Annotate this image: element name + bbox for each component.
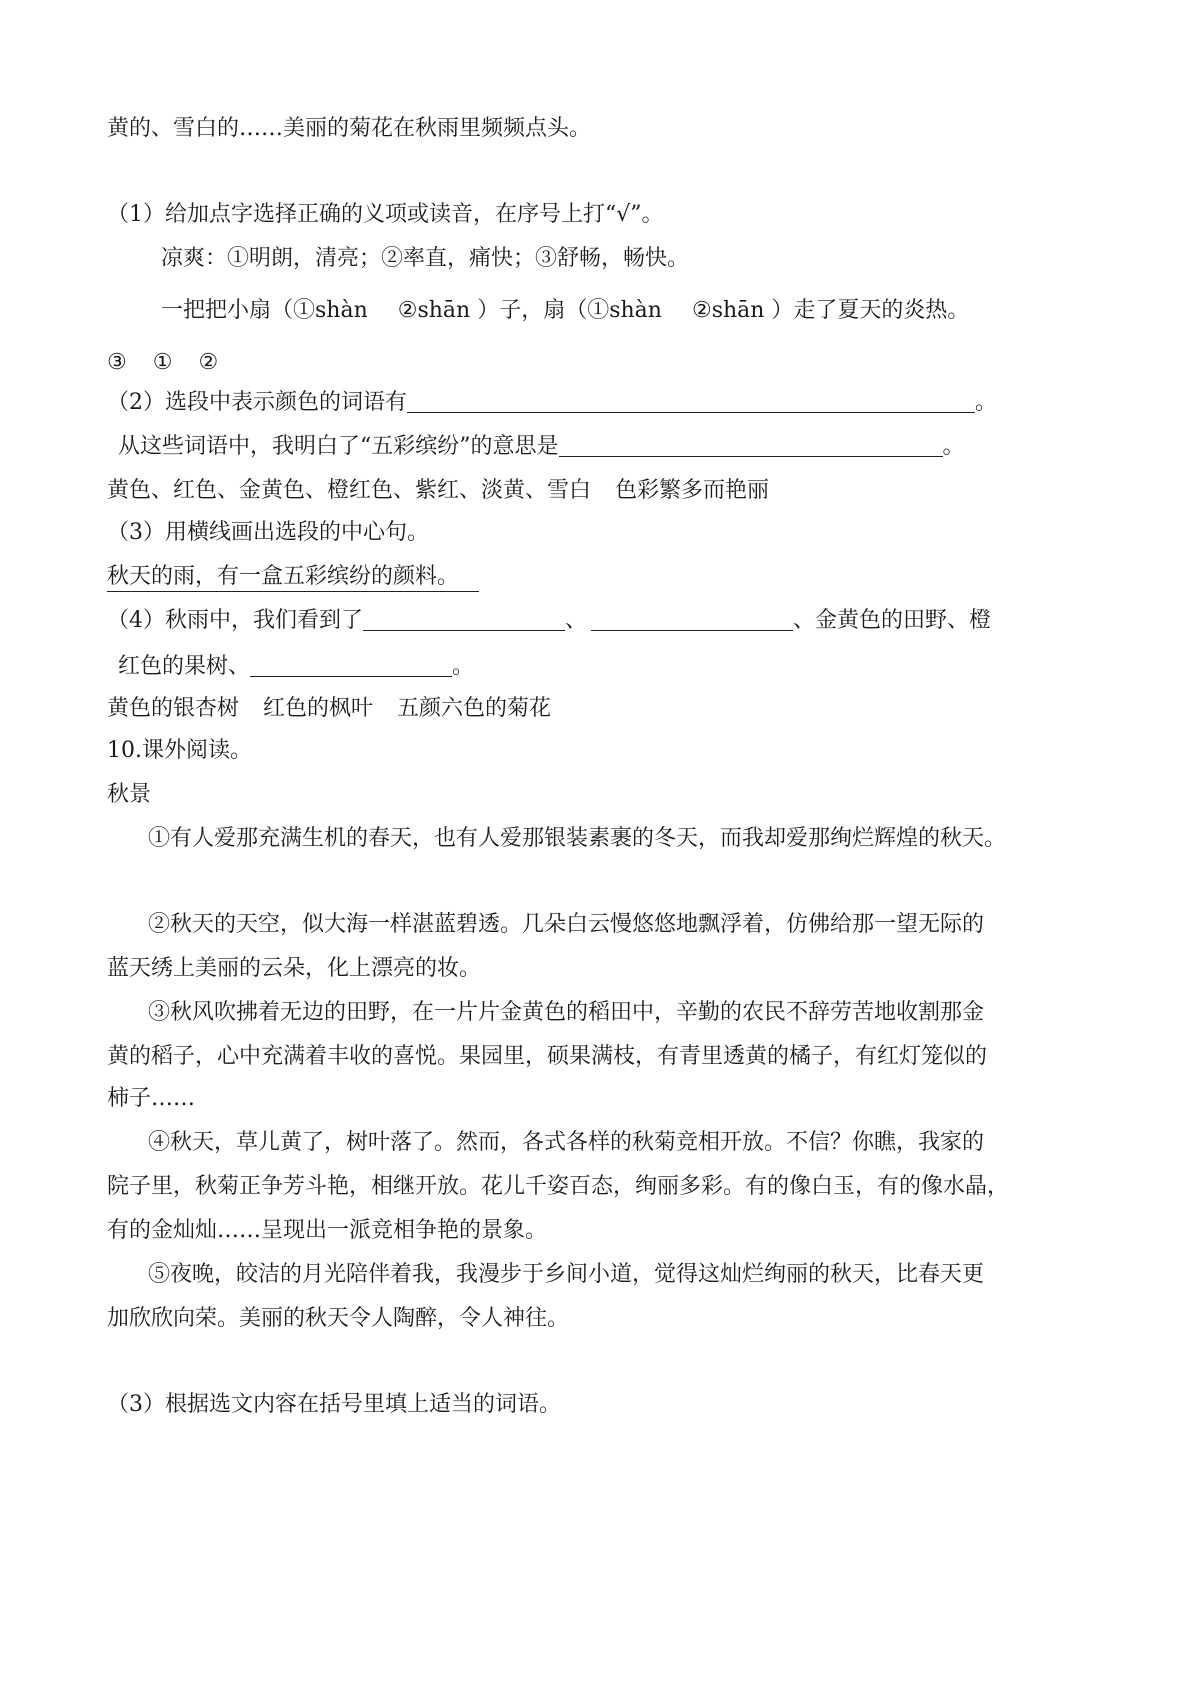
passage-paragraph-4: ④秋天，草儿黄了，树叶落了。然而，各式各样的秋菊竞相开放。不信？你瞧，我家的 xyxy=(148,1130,985,1155)
question-3-prompt: （3）用横线画出选段的中心句。 xyxy=(107,520,429,545)
passage-paragraph-3: 黄的稻子，心中充满着丰收的喜悦。果园里，硕果满枝，有青里透黄的橘子，有红灯笼似的 xyxy=(107,1044,988,1069)
answer-text: 五颜六色的菊花 xyxy=(397,696,552,721)
passage-paragraph-4: 有的金灿灿……呈现出一派竞相争艳的景象。 xyxy=(107,1218,548,1243)
pron-part-c: ②shān ）走了夏天的炎热。 xyxy=(691,298,970,323)
punctuation: 。 xyxy=(452,654,475,679)
passage-paragraph-3: 柿子…… xyxy=(107,1086,196,1111)
answer-text: 黄色的银杏树 xyxy=(107,696,240,721)
answer-blank[interactable] xyxy=(250,654,452,677)
answer-mark: ③ xyxy=(107,350,127,375)
question-2-sub xyxy=(118,432,965,462)
question-1-answer xyxy=(107,348,218,378)
pron-part-a: 一把把小扇（①shàn xyxy=(161,298,368,323)
question-3-answer xyxy=(107,562,479,592)
punctuation: 。 xyxy=(975,390,998,415)
answer-blank[interactable] xyxy=(591,608,793,631)
passage-paragraph-2: 蓝天绣上美丽的云朵，化上漂亮的妆。 xyxy=(107,956,482,981)
answer-text: 色彩繁多而艳丽 xyxy=(615,478,770,503)
final-question-prompt: （3）根据选文内容在括号里填上适当的词语。 xyxy=(107,1392,561,1417)
passage-paragraph-5: ⑤夜晚，皎洁的月光陪伴着我，我漫步于乡间小道，觉得这灿烂绚丽的秋天，比春天更 xyxy=(148,1262,985,1287)
answer-text: 黄色、红色、金黄色、橙红色、紫红、淡黄、雪白 xyxy=(107,478,592,503)
answer-blank[interactable] xyxy=(407,390,975,413)
underlined-answer: 秋天的雨，有一盒五彩缤纷的颜料。 xyxy=(107,564,479,592)
question-2-prompt xyxy=(107,388,997,418)
passage-paragraph-4: 院子里，秋菊正争芳斗艳，相继开放。花儿千姿百态，绚丽多彩。有的像白玉，有的像水晶， xyxy=(107,1174,1010,1199)
answer-text: 红色的枫叶 xyxy=(263,696,374,721)
question-2-answer xyxy=(107,476,769,506)
answer-blank[interactable] xyxy=(363,608,565,631)
answer-blank[interactable] xyxy=(559,434,943,457)
question-1-pronunciation xyxy=(161,296,969,326)
answer-mark: ① xyxy=(152,350,173,375)
question-4-answer xyxy=(107,694,551,724)
question-4-prompt xyxy=(107,606,991,636)
question-4-text: 红色的果树、 xyxy=(118,654,251,679)
question-4-line-2 xyxy=(118,652,474,682)
passage-paragraph-5: 加欣欣向荣。美丽的秋天令人陶醉，令人神往。 xyxy=(107,1306,570,1331)
pron-part-b: ②shān ）子，扇（①shàn xyxy=(397,298,662,323)
punctuation: 。 xyxy=(942,434,965,459)
section-title: 10.课外阅读。 xyxy=(107,738,252,763)
passage-paragraph-3: ③秋风吹拂着无边的田野，在一片片金黄色的稻田中，辛勤的农民不辞劳苦地收割那金 xyxy=(148,1000,985,1025)
punctuation: 、 xyxy=(565,608,588,633)
question-2-sub-text: 从这些词语中，我明白了“五彩缤纷”的意思是 xyxy=(118,434,559,459)
passage-line: 黄的、雪白的……美丽的菊花在秋雨里频频点头。 xyxy=(107,116,592,141)
passage-paragraph-2: ②秋天的天空，似大海一样湛蓝碧透。几朵白云慢悠悠地飘浮着，仿佛给那一望无际的 xyxy=(148,912,985,937)
answer-mark: ② xyxy=(198,350,219,375)
passage-title: 秋景 xyxy=(107,782,152,807)
question-4-text: 、金黄色的田野、橙 xyxy=(793,608,992,633)
question-2-text: （2）选段中表示颜色的词语有 xyxy=(107,390,407,415)
question-1-prompt: （1）给加点字选择正确的义项或读音，在序号上打“√”。 xyxy=(107,202,664,227)
question-4-text: （4）秋雨中，我们看到了 xyxy=(107,608,363,633)
passage-paragraph-1: ①有人爱那充满生机的春天，也有人爱那银装素裹的冬天，而我却爱那绚烂辉煌的秋天。 xyxy=(148,826,1007,851)
question-1-definitions: 凉爽：①明朗，清亮；②率直，痛快；③舒畅，畅快。 xyxy=(161,246,690,271)
